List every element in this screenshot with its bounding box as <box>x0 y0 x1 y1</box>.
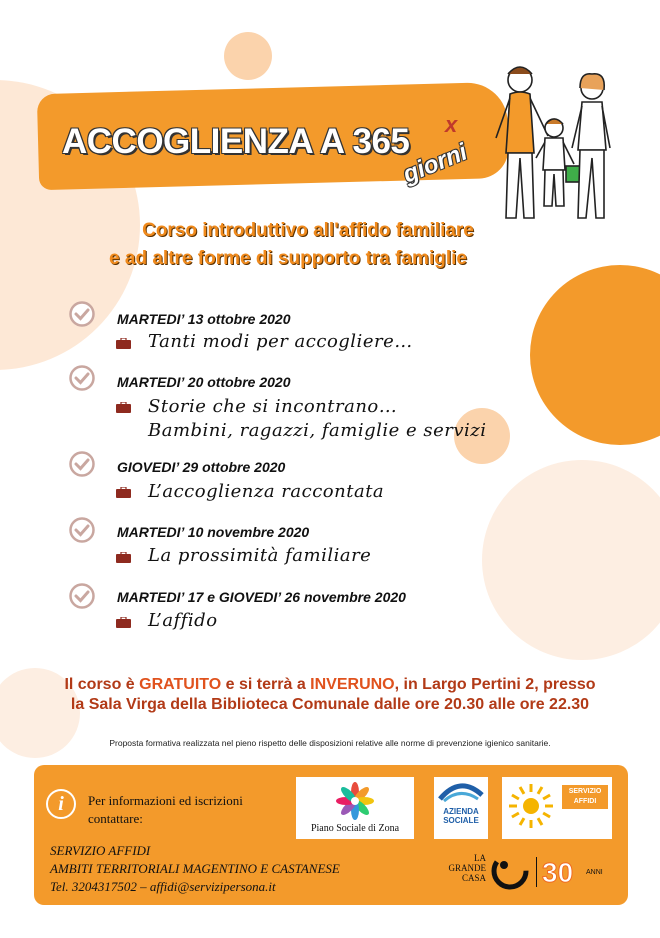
piano-sociale-logo <box>296 777 414 839</box>
servizio-label-1: SERVIZIO <box>568 788 602 795</box>
service-name: SERVIZIO AFFIDI <box>50 843 151 858</box>
servizio-label <box>562 785 608 809</box>
grande-casa-2: GRANDE <box>448 863 486 873</box>
flower-icon <box>296 779 414 823</box>
check-icon <box>68 300 96 328</box>
check-icon <box>68 582 96 610</box>
family-illustration <box>488 58 618 228</box>
info-icon: i <box>46 789 76 819</box>
contact-details[interactable]: Tel. 3204317502 – affidi@servizipersona.it <box>50 879 276 894</box>
anni-label: ANNI <box>586 869 603 876</box>
anni-number: 30 <box>542 857 574 888</box>
logo-divider <box>536 857 537 887</box>
info-gratuito: GRATUITO <box>139 676 222 693</box>
sun-icon <box>506 781 556 831</box>
info-label-line-2: contattare: <box>88 811 143 826</box>
deco-circle-top <box>224 32 272 80</box>
briefcase-icon <box>116 402 131 413</box>
check-icon <box>68 364 96 392</box>
deco-circle-right-large <box>530 265 660 445</box>
session-5-date: MARTEDI’ 17 e GIOVEDI’ 26 novembre 2020 <box>117 589 406 605</box>
azienda-label-2: SOCIALE <box>443 816 479 825</box>
hygiene-note: Proposta formativa realizzata nel pieno rispetto delle disposizioni relative alle norme di prevenzione igienico sanitarie. <box>109 738 551 748</box>
piano-sociale-label: Piano Sociale di Zona <box>310 823 400 834</box>
check-icon <box>68 450 96 478</box>
title-giorni: giorni <box>399 138 472 189</box>
session-2-date: MARTEDI’ 20 ottobre 2020 <box>117 374 291 390</box>
subtitle-line-1: Corso introduttivo all'affido familiare <box>142 220 474 241</box>
title-superscript: x <box>445 112 458 137</box>
azienda-sociale-logo <box>434 777 488 839</box>
course-info-line-1 <box>0 676 660 694</box>
check-icon <box>68 516 96 544</box>
info-inveruno: INVERUNO <box>310 676 395 693</box>
info-text: e si terrà a <box>221 676 311 693</box>
session-2-topic: Storie che si incontrano… <box>148 396 398 417</box>
info-text: , in Largo Pertini 2, presso <box>394 676 596 693</box>
la-grande-casa-symbol <box>490 851 530 891</box>
info-label-line-1: Per informazioni ed iscrizioni <box>88 793 243 808</box>
contact-footer <box>34 765 628 905</box>
briefcase-icon <box>116 552 131 563</box>
servizio-label-2: AFFIDI <box>573 798 597 805</box>
session-3-date: GIOVEDI’ 29 ottobre 2020 <box>117 459 286 475</box>
service-areas: AMBITI TERRITORIALI MAGENTINO E CASTANESE <box>50 861 340 876</box>
wave-icon <box>434 779 488 805</box>
session-1-date: MARTEDI’ 13 ottobre 2020 <box>117 311 291 327</box>
session-2-topic-line-2: Bambini, ragazzi, famiglie e servizi <box>148 420 487 441</box>
session-3-topic: L’accoglienza raccontata <box>148 481 385 502</box>
session-5-topic: L’affido <box>148 610 218 631</box>
subtitle-line-2: e ad altre forme di supporto tra famiglie <box>109 248 467 269</box>
info-text: Il corso è <box>64 676 140 693</box>
briefcase-icon <box>116 617 131 628</box>
course-info-line-2: la Sala Virga della Biblioteca Comunale dalle ore 20.30 alle ore 22.30 <box>70 696 590 713</box>
azienda-label-1: AZIENDA <box>443 807 479 816</box>
session-1-topic: Tanti modi per accogliere… <box>148 331 413 352</box>
briefcase-icon <box>116 338 131 349</box>
servizio-affidi-logo <box>502 777 612 839</box>
grande-casa-1: LA <box>474 853 486 863</box>
grande-casa-3: CASA <box>461 873 486 883</box>
briefcase-icon <box>116 487 131 498</box>
session-4-topic: La prossimità familiare <box>148 545 372 566</box>
page-title: ACCOGLIENZA A 365 <box>62 122 410 161</box>
deco-circle-right-pale <box>482 460 660 660</box>
la-grande-casa-logo <box>432 853 486 883</box>
session-4-date: MARTEDI’ 10 novembre 2020 <box>117 524 310 540</box>
